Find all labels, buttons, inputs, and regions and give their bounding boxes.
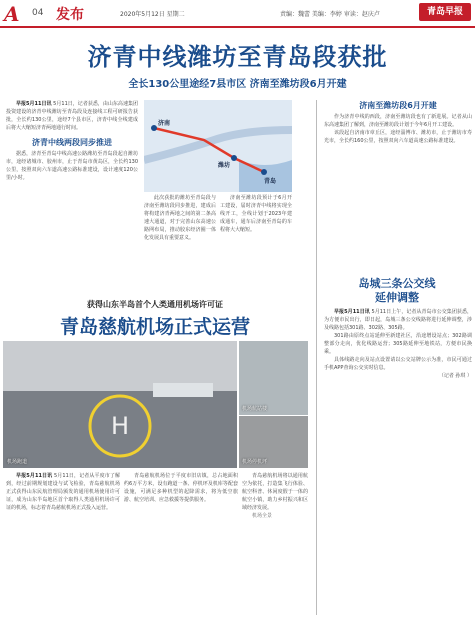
- bus-byline: 早报5月11日讯: [334, 309, 370, 315]
- map-label-jinan: 济南: [158, 120, 171, 127]
- right-story: [324, 113, 472, 273]
- rail-para3: 此次获批的潍坊至青岛段与济南至潍坊段同步推进，建成后将构建济青两地之间的第二条高速大通道，对于完善山东高速公路网布局，推动胶东经济圈一体化发展具有重要意义。: [144, 195, 216, 241]
- bus-story: [324, 308, 472, 616]
- jinan-marker: [151, 125, 157, 131]
- rail-subhead: 济青中线两段同步推进: [32, 138, 112, 147]
- headline-title: 济青中线潍坊至青岛段获批: [87, 43, 388, 71]
- newspaper-logo: 青岛早报: [419, 3, 471, 21]
- page-number: 04: [32, 8, 44, 18]
- rail-story-col3: [220, 194, 292, 296]
- bus-credit: （记者 孙琪 ）: [438, 373, 472, 379]
- airport-photo-side2: [239, 416, 308, 468]
- right-para1: 作为济青中线的西段，济南至潍坊段也有了新进展。记者从山东高速集团了解到，济南至潍坊段计划于今年6月开工建设。: [324, 114, 472, 128]
- bus-title: [322, 277, 472, 305]
- right-heading: 济南至潍坊段6月开建: [359, 101, 437, 110]
- airport-photo-graphic: [3, 341, 237, 468]
- rail-para2: 据悉，济青至青岛中线高速公路潍坊至青岛段起自潍坊市，途经诸城市、胶州市，止于青岛市黄岛区，全长约130公里，按照双向六车道高速公路标准建设，设计速度120公里/小时。: [6, 151, 138, 181]
- rail-para4: 济南至潍坊段预计于6月开工建设，届时济青中线将实现全线开工，全线计划于2023年建成通车，通车后济南至青岛的车程将大大缩短。: [220, 195, 292, 233]
- airport-kicker: 获得山东半岛首个人类通用机场许可证: [87, 300, 223, 309]
- bus-para1: 5月11日上午，记者从青岛市公交集团获悉，为方便市民出行，即日起，岛城三条公交线路将进行延伸调整，涉及线路包括301路、302路、305路。: [324, 309, 472, 331]
- bus-para3: 具体线路走向及站点设置请以公交站牌公示为准，市民可通过手机APP查询公交实时信息。: [324, 357, 472, 371]
- airport-bottom-caption: 机场全景: [252, 513, 273, 519]
- bus-title-text: 岛城三条公交线 延伸调整: [358, 277, 436, 304]
- airport-col3: [242, 472, 308, 616]
- staff-credits: 责编：魏蕾 美编：李婷 审读：赵庆卢: [280, 11, 380, 18]
- map-label-weifang: 潍坊: [218, 162, 231, 169]
- rail-byline: 早报5月11日讯: [16, 101, 52, 107]
- airport-para3: 青岛慈航机场将以通用航空为依托，打造集飞行体验、航空科普、休闲度假于一体的航空小镇，助力乡村振兴和区域经济发展。: [242, 473, 308, 511]
- photo-caption-side: 机场航站楼: [242, 406, 268, 412]
- airport-photo-main: [3, 341, 237, 468]
- column-divider: [316, 100, 317, 615]
- map-label-qingdao: 青岛: [264, 178, 277, 185]
- rail-story-col1: [6, 100, 138, 295]
- headline-subtitle: 全长130公里途经7县市区 济南至潍坊段6月开建: [128, 79, 347, 90]
- photo-caption-side2: 机场停机坪: [242, 459, 268, 465]
- weifang-marker: [231, 155, 237, 161]
- airport-photo-side: [239, 341, 308, 415]
- airport-byline: 早报5月11日讯: [16, 473, 53, 479]
- rail-subhead-wrap: [6, 132, 138, 150]
- qingdao-marker: [261, 169, 267, 175]
- rail-para1: 5月11日，记者获悉，由山东高速集团投资建设的济青中线潍坊至青岛段及连接线工程可研报告获批，全长约130公里，途经7个县市区，济青中线全线建成后将大大缩短济青两地通行时间。: [6, 101, 138, 131]
- photo-caption-main: 机场跑道: [7, 459, 28, 465]
- airport-title: 青岛慈航机场正式运营: [59, 316, 250, 338]
- page-header: [0, 0, 475, 26]
- section-logo-letter: A: [4, 2, 20, 26]
- svg-text:H: H: [110, 412, 130, 440]
- route-map: [144, 100, 292, 192]
- airport-para2: 青岛慈航机场位于平度市旧店镇，总占地面积约6万平方米，设有跑道一条、停机坪及机库等配套设施，可满足多种机型的起降需求，将为低空旅游、航空培训、应急救援等提供服务。: [124, 473, 238, 503]
- section-name: 发布: [56, 7, 84, 23]
- airport-col1: [6, 472, 120, 616]
- hero-banner: [0, 28, 475, 98]
- right-para2: 该段起自济南市章丘区，途经淄博市、潍坊市，止于潍坊市寿光市，全长约160公里，按照双向六车道高速公路标准建设。: [324, 130, 472, 144]
- bus-para2: 301路由原终点站延伸至新建社区，沿途增设站点；302路调整部分走向，优化线路运营；305路延伸至地铁站，方便市民换乘。: [324, 333, 472, 355]
- airport-col2: [124, 472, 238, 616]
- issue-date: 2020年5月12日 星期二: [120, 11, 185, 18]
- airport-para1: 5月11日，记者从平度市了解到，经过前期规划建设与试飞检验，青岛慈航机场正式获得山东民航管理局颁发的通用机场使用许可证，成为山东半岛地区首个取得人类通用机场许可证的机场，标志着青岛慈航机场正式投入运营。: [6, 473, 120, 511]
- rail-story-col2: [144, 194, 216, 296]
